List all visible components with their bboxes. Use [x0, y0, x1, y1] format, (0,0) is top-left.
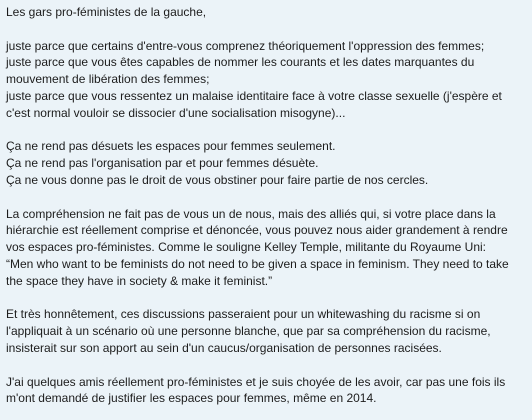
text-line: hiérarchie est réellement comprise et dénoncée, vous pouvez nous aider grandement à rendre [6, 223, 508, 238]
text-line: Ça ne rend pas l'organisation par et pour femmes désuète. [6, 156, 319, 171]
text-line: Et très honnêtement, ces discussions passeraient pour un whitewashing du racisme si on [6, 307, 481, 322]
text-line: juste parce que vous ressentez un malaise identitaire face à votre classe sexuelle (j'espère et [6, 88, 502, 103]
quote-line: “Men who want to be feminists do not need to be given a space in feminism. They need to take [6, 256, 509, 271]
greeting [6, 4, 526, 21]
text-line: mouvement de libération des femmes; [6, 72, 210, 87]
paragraph-just-because [6, 38, 526, 122]
paragraph-honestly [6, 306, 526, 356]
text-line: Ça ne rend pas désuets les espaces pour femmes seulement. [6, 139, 336, 154]
text-line: vos espaces pro-féministes. Comme le souligne Kelley Temple, militante du Royaume Uni: [6, 240, 486, 255]
text-line: La compréhension ne fait pas de vous un de nous, mais des alliés qui, si votre place dans la [6, 206, 496, 221]
paragraph-does-not-make [6, 138, 526, 188]
text-line: c'est normal vouloir se dissocier d'une socialisation misogyne)... [6, 105, 346, 120]
quote-line: the space they have in society & make it feminist.” [6, 273, 273, 288]
text-line: m'ont demandé de justifier les espaces pour femmes, même en 2014. [6, 391, 377, 406]
text-line: juste parce que certains d'entre-vous comprenez théoriquement l'oppression des femmes; [6, 38, 485, 53]
text-line: Les gars pro-féministes de la gauche, [6, 5, 207, 19]
paragraph-friends [6, 374, 526, 408]
text-line: juste parce que vous êtes capables de nommer les courants et les dates marquantes du [6, 55, 475, 70]
text-line: Ça ne vous donne pas le droit de vous obstiner pour faire partie de nos cercles. [6, 172, 429, 187]
text-line: J'ai quelques amis réellement pro-féministes et je suis choyée de les avoir, car pas une fois ils [6, 374, 506, 389]
text-line: l'appliquait à un scénario où une personne blanche, que par sa compréhension du racisme, [6, 324, 491, 339]
paragraph-understanding [6, 206, 526, 290]
text-line: insisterait sur son apport au sein d'un caucus/organisation de personnes racisées. [6, 340, 442, 355]
